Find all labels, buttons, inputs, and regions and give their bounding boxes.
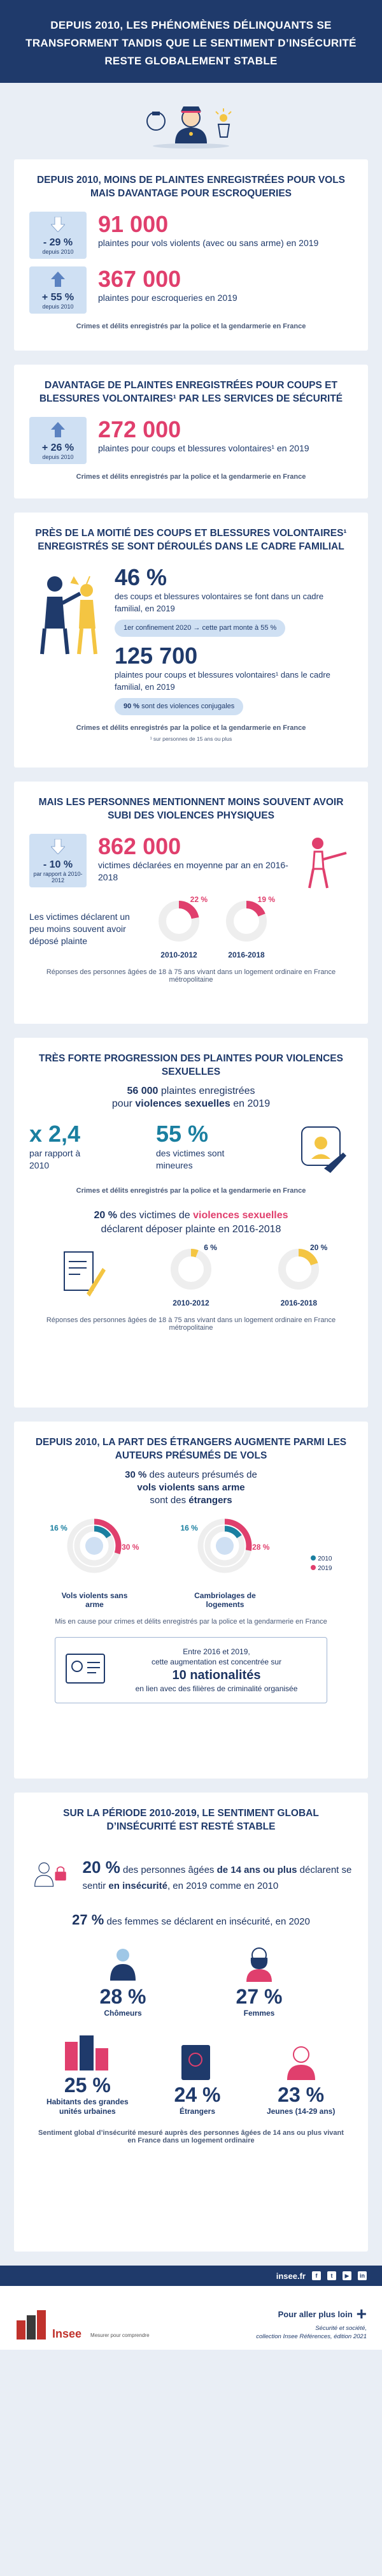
stat-pct: 46 %: [115, 564, 167, 590]
section-assaults: [14, 365, 368, 498]
twitter-icon[interactable]: t: [327, 2271, 336, 2280]
insee-logo[interactable]: Insee Mesurer pour comprendre: [15, 2309, 150, 2341]
section-physical-violence: [14, 782, 368, 1024]
ring-center: [85, 1537, 103, 1555]
section-title: DEPUIS 2010, MOINS DE PLAINTES ENREGISTRÉES POUR VOLS MAIS DAVANTAGE POUR ESCROQUERIES: [36, 175, 346, 199]
donut-2016: 20 % 2016-2018: [276, 1247, 321, 1307]
donut-slice: [191, 1253, 197, 1254]
section-insecurity-feeling: [14, 1793, 368, 2252]
donut-2010: 6 % 2010-2012: [169, 1247, 213, 1307]
further-reading[interactable]: Pour aller plus loin + Sécurité et société, collection Insee Références, édition 2021: [256, 2304, 367, 2340]
donut-chart: [224, 899, 269, 943]
family-violence-icon: [29, 565, 106, 667]
insecure-person-icon: [29, 1845, 70, 1902]
page-title: DEPUIS 2010, LES PHÉNOMÈNES DÉLINQUANTS SE TRANSFORMENT TANDIS QUE LE SENTIMENT D’INSÉCURITÉ RESTE GLOBALEMENT STABLE: [25, 19, 357, 67]
change-badge: - 29 % depuis 2010: [29, 212, 87, 259]
source-note: Réponses des personnes âgées de 18 à 75 ans vivant dans un logement ordinaire en France métropolitaine: [46, 1316, 336, 1332]
section-title: SUR LA PÉRIODE 2010-2019, LE SENTIMENT GLOBAL D’INSÉCURITÉ EST RESTÉ STABLE: [63, 1808, 319, 1832]
lockdown-pill: 1er confinement 2020 → cette part monte à 55 %: [115, 620, 285, 637]
source-note: Sentiment global d’insécurité mesuré auprès des personnes âgées de 14 ans ou plus vivant en France dans un logement ordinaire: [38, 2129, 344, 2144]
multiplier-stat: x 2,4 par rapport à 2010: [29, 1121, 81, 1170]
site-link[interactable]: insee.fr: [276, 2271, 306, 2281]
section-foreigners: [14, 1422, 368, 1779]
insee-logo-mark: [15, 2309, 47, 2341]
tile-urban: 25 % Habitants des grandes unités urbaines: [39, 2032, 135, 2116]
stat-victims: [29, 834, 353, 891]
fight-illustration: [29, 565, 106, 715]
donut-slice: [246, 905, 262, 915]
document-pen-icon: [61, 1249, 106, 1306]
section-title: MAIS LES PERSONNES MENTIONNENT MOINS SOUVENT AVOIR SUBI DES VIOLENCES PHYSIQUES: [38, 797, 344, 821]
stat-description: plaintes pour coups et blessures volontaires¹ dans le cadre familial, en 2019: [115, 670, 330, 692]
stat-value: 125 700: [115, 643, 198, 669]
groups-row-1: [29, 1944, 353, 2018]
change-badge: - 10 % par rapport à 2010-2012: [29, 834, 87, 887]
arrow-down-icon: [32, 839, 84, 857]
sexual-count: 56 000 plaintes enregistrées pour violences sexuelles en 2019: [111, 1086, 271, 1109]
women-stat: 27 % des femmes se déclarent en insécurité, en 2020: [72, 1912, 310, 1928]
hero-illustration: [0, 83, 382, 159]
stat-value: 91 000: [98, 211, 169, 237]
city-buildings-icon: [62, 2032, 113, 2070]
stat-description: plaintes pour coups et blessures volontaires¹ en 2019: [98, 443, 309, 453]
stat-value: 272 000: [98, 416, 181, 442]
youtube-icon[interactable]: ▶: [343, 2271, 351, 2280]
stat-assaults: [29, 417, 353, 464]
insecurity-stat: 20 % des personnes âgées de 14 ans ou plus déclarent se sentir en insécurité, en 2019 comme en 2010: [82, 1858, 352, 1891]
section-sexual-violence: [14, 1038, 368, 1408]
ring-chart: [196, 1517, 253, 1575]
tile-foreigners: 24 % Étrangers: [156, 2042, 239, 2116]
section-title: DEPUIS 2010, LA PART DES ÉTRANGERS AUGMENTE PARMI LES AUTEURS PRÉSUMÉS DE VOLS: [35, 1437, 347, 1461]
stat-frauds: [29, 266, 353, 314]
donut-track: [174, 1253, 208, 1286]
young-person-icon: [276, 2042, 327, 2080]
ring-center: [216, 1537, 234, 1555]
foreigners-intro: 30 % des auteurs présumés de vols violents sans arme sont des étrangers: [125, 1469, 257, 1506]
unemployed-icon: [101, 1944, 145, 1982]
donut-chart: [276, 1247, 321, 1292]
police-officer-icon: [137, 92, 245, 150]
donut-slice: [179, 905, 195, 918]
stat-description: victimes déclarées en moyenne par an en 2016-2018: [98, 860, 288, 882]
section-title: DAVANTAGE DE PLAINTES ENREGISTRÉES POUR COUPS ET BLESSURES VOLONTAIRES¹ PAR LES SERVICES DE SÉCURITÉ: [39, 380, 343, 404]
protect-hand-icon: [295, 1121, 353, 1178]
ring-slice-2010: [94, 1529, 109, 1537]
stat-value: 862 000: [98, 833, 181, 859]
linkedin-icon[interactable]: in: [358, 2271, 367, 2280]
minors-stat: 55 % des victimes sont mineures: [156, 1121, 225, 1170]
woman-icon: [237, 1944, 281, 1982]
ring-chart: [66, 1517, 123, 1575]
source-note: Crimes et délits enregistrés par la police et la gendarmerie en France: [76, 724, 306, 732]
section-thefts-frauds: [14, 159, 368, 351]
arrow-up-icon: [32, 272, 84, 289]
header-banner: [0, 0, 382, 83]
tile-young: 23 % Jeunes (14-29 ans): [260, 2042, 343, 2116]
donut-2010: 22 % 2010-2012: [157, 899, 201, 959]
donut-chart: [157, 899, 201, 943]
plus-icon: +: [356, 2304, 367, 2324]
id-card-icon: [63, 1651, 108, 1689]
tile-women: 27 % Femmes: [236, 1944, 283, 2018]
stat-violent-thefts: [29, 212, 353, 259]
source-note: Crimes et délits enregistrés par la police et la gendarmerie en France: [76, 323, 306, 330]
ring-slice-2010: [225, 1529, 239, 1537]
donut-2016: 19 % 2016-2018: [224, 899, 269, 959]
donut-slice: [299, 1253, 315, 1264]
section-title: TRÈS FORTE PROGRESSION DES PLAINTES POUR VIOLENCES SEXUELLES: [39, 1053, 343, 1077]
footnote: ¹ sur personnes de 15 ans ou plus: [150, 736, 232, 742]
section-family-violence: [14, 513, 368, 768]
section-title: PRÈS DE LA MOITIÉ DES COUPS ET BLESSURES VOLONTAIRES¹ ENREGISTRÉS SE SONT DÉROULÉS DANS LE CADRE FAMILIAL: [35, 528, 347, 552]
arrow-up-icon: [32, 422, 84, 440]
complaint-rate: 20 % des victimes de violences sexuelles déclarent déposer plainte en 2016-2018: [94, 1210, 288, 1235]
pie-violent-thefts: 16 % 30 % Vols violents sans arme: [50, 1517, 139, 1609]
arrow-down-icon: [32, 217, 84, 235]
stat-description: plaintes pour vols violents (avec ou sans arme) en 2019: [98, 238, 319, 248]
complaint-text: Les victimes déclarent un peu moins souvent avoir déposé plainte: [29, 912, 130, 946]
bottom-bar: [0, 2286, 382, 2350]
stat-value: 367 000: [98, 266, 181, 292]
source-note: Crimes et délits enregistrés par la police et la gendarmerie en France: [76, 473, 306, 481]
passport-icon: [172, 2042, 223, 2080]
kick-icon: [302, 834, 353, 891]
facebook-icon[interactable]: f: [312, 2271, 321, 2280]
conjugal-pill: 90 % sont des violences conjugales: [115, 698, 243, 715]
footer-bar: [0, 2266, 382, 2286]
stat-description: plaintes pour escroqueries en 2019: [98, 293, 237, 303]
change-badge: + 26 % depuis 2010: [29, 417, 87, 464]
change-badge: + 55 % depuis 2010: [29, 266, 87, 314]
source-note: Réponses des personnes âgées de 18 à 75 ans vivant dans un logement ordinaire en France métropolitaine: [46, 968, 336, 984]
pie-burglaries: 16 % 28 % Cambriolages de logements: [180, 1517, 269, 1609]
source-note: Mis en cause pour crimes et délits enregistrés par la police et la gendarmerie en France: [55, 1618, 327, 1626]
nationalities-box: Entre 2016 et 2019, cette augmentation est concentrée sur 10 nationalités en lien avec des filières de criminalité organisée: [55, 1637, 327, 1703]
stat-description: des coups et blessures volontaires se font dans un cadre familial, en 2019: [115, 592, 324, 613]
groups-row-2: [29, 2032, 353, 2116]
tile-unemployed: 28 % Chômeurs: [100, 1944, 146, 2018]
donut-chart: [169, 1247, 213, 1292]
source-note: Crimes et délits enregistrés par la police et la gendarmerie en France: [76, 1187, 306, 1195]
legend: 2010 2019: [311, 1517, 332, 1572]
